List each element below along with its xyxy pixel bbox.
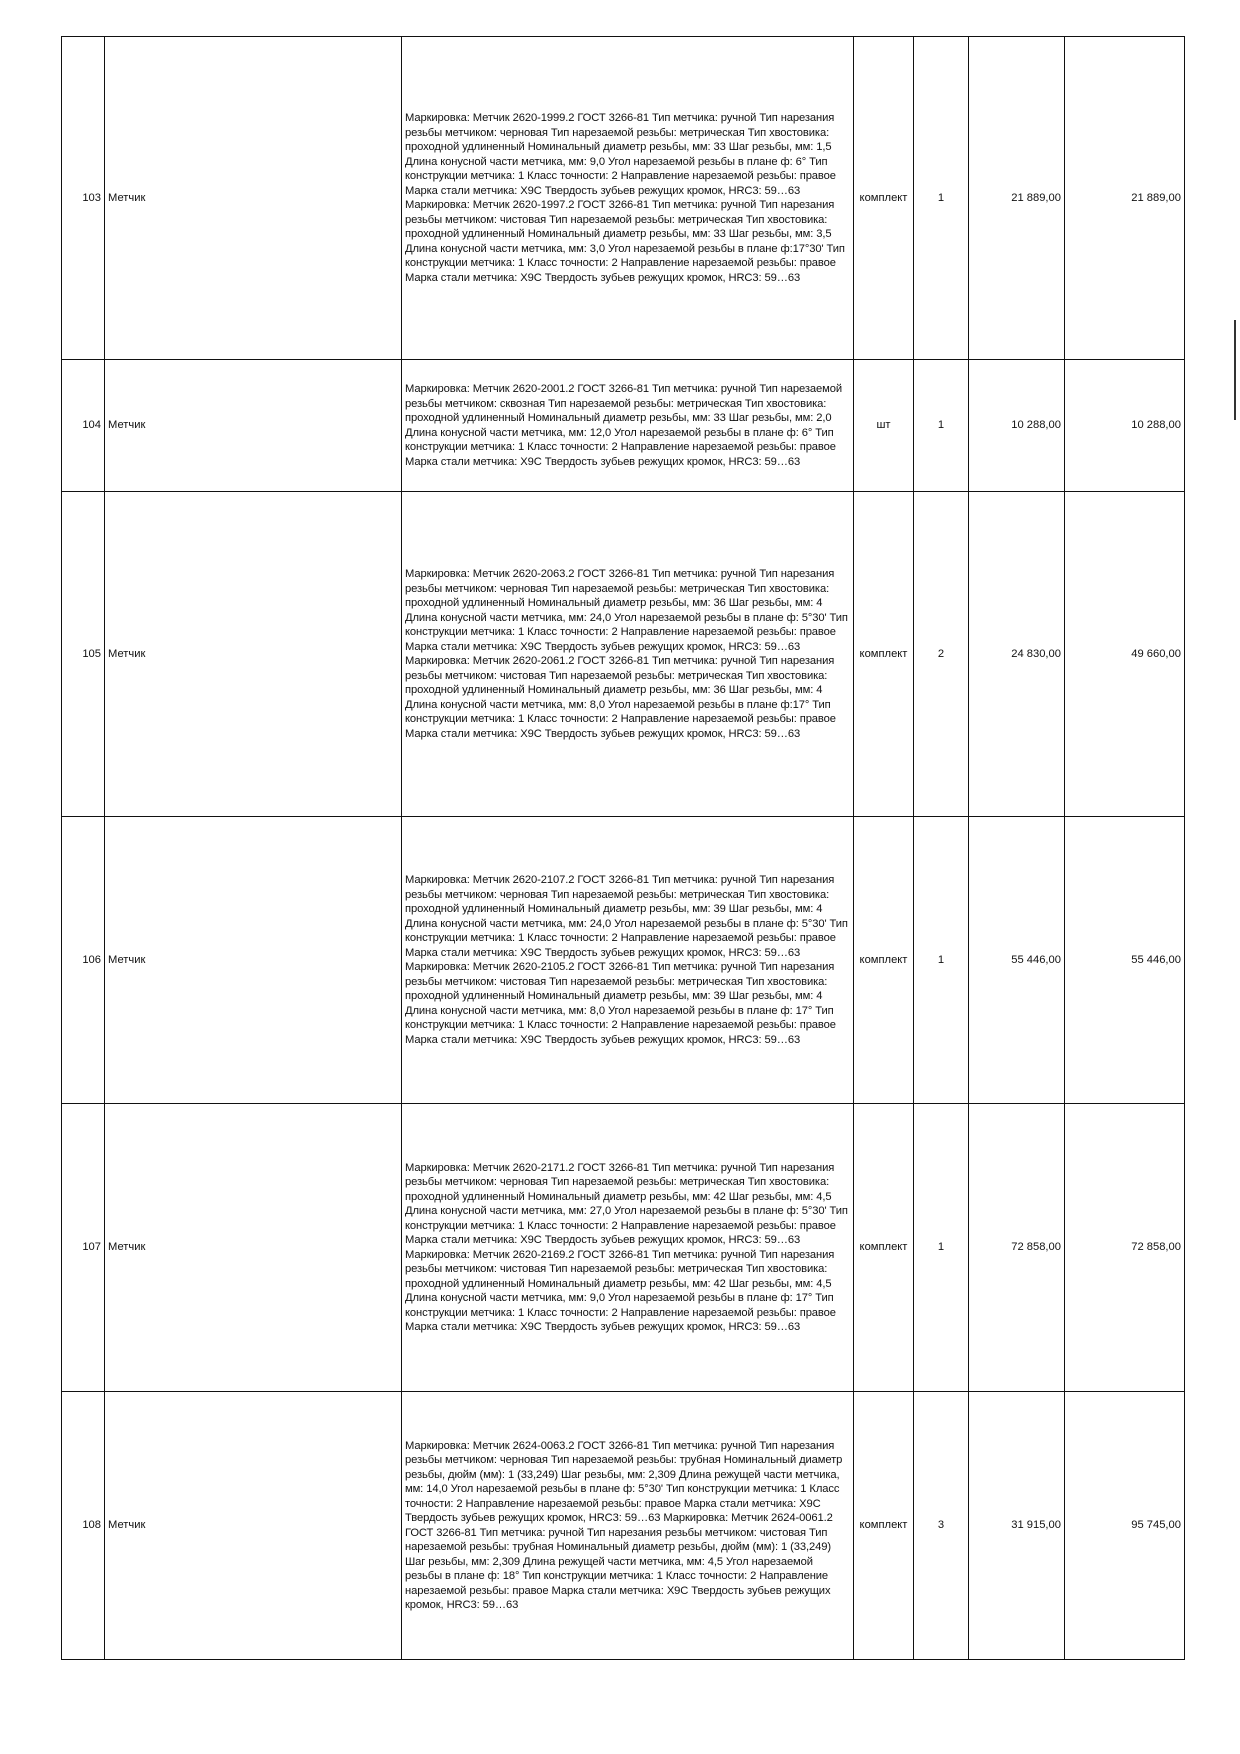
item-description: Маркировка: Метчик 2620-2171.2 ГОСТ 3266-81 Тип метчика: ручной Тип нарезания резьбы метчиком: черновая Тип нарезаемой резьбы: метрическая Тип хвостовика: проходной удлиненный Номинальный диаметр резьбы, мм: 42 Шаг резьбы, мм: 4,5 Длина конусной части метчика, мм: 27,0 Угол нарезаемой резьбы в плане ф: 5°30' Тип конструкции метчика: 1 Класс точности: 2 Направление нарезаемой резьбы: правое Марка стали метчика: Х9С Твердость зубьев режущих кромок, HRC3: 59…63 Маркировка: Метчик 2620-2169.2 ГОСТ 3266-81 Тип метчика: ручной Тип нарезания резьбы метчиком: чистовая Тип нарезаемой резьбы: метрическая Тип хвостовика: проходной удлиненный Номинальный диаметр резьбы, мм: 42 Шаг резьбы, мм: 4,5 Длина конусной части метчика, мм: 9,0 Угол нарезаемой резьбы в плане ф: 17° Тип конструкции метчика: 1 Класс точности: 2 Направление нарезаемой резьбы: правое Марка стали метчика: Х9С Твердость зубьев режущих кромок, HRC3: 59…63 (402, 1104, 854, 1392)
item-description: Маркировка: Метчик 2620-2063.2 ГОСТ 3266-81 Тип метчика: ручной Тип нарезания резьбы метчиком: черновая Тип нарезаемой резьбы: метрическая Тип хвостовика: проходной удлиненный Номинальный диаметр резьбы, мм: 36 Шаг резьбы, мм: 4 Длина конусной части метчика, мм: 24,0 Угол нарезаемой резьбы в плане ф: 5°30' Тип конструкции метчика: 1 Класс точности: 2 Направление нарезаемой резьбы: правое Марка стали метчика: Х9С Твердость зубьев режущих кромок, HRC3: 59…63 Маркировка: Метчик 2620-2061.2 ГОСТ 3266-81 Тип метчика: ручной Тип нарезания резьбы метчиком: чистовая Тип нарезаемой резьбы: метрическая Тип хвостовика: проходной удлиненный Номинальный диаметр резьбы, мм: 36 Шаг резьбы, мм: 4 Длина конусной части метчика, мм: 8,0 Угол нарезаемой резьбы в плане ф:17° Тип конструкции метчика: 1 Класс точности: 2 Направление нарезаемой резьбы: правое Марка стали метчика: Х9С Твердость зубьев режущих кромок, HRC3: 59…63 (402, 492, 854, 817)
item-description: Маркировка: Метчик 2624-0063.2 ГОСТ 3266-81 Тип метчика: ручной Тип нарезания резьбы метчиком: черновая Тип нарезаемой резьбы: трубная Номинальный диаметр резьбы, дюйм (мм): 1 (33,249) Шаг резьбы, мм: 2,309 Длина режущей части метчика, мм: 14,0 Угол нарезаемой резьбы в плане ф: 5°30' Тип конструкции метчика: 1 Класс точности: 2 Направление нарезаемой резьбы: правое Марка стали метчика: Х9С Твердость зубьев режущих кромок, HRC3: 59…63 Маркировка: Метчик 2624-0061.2 ГОСТ 3266-81 Тип метчика: ручной Тип нарезания резьбы метчиком: чистовая Тип нарезаемой резьбы: трубная Номинальный диаметр резьбы, дюйм (мм): 1 (33,249) Шаг резьбы, мм: 2,309 Длина режущей части метчика, мм: 4,5 Угол нарезаемой резьбы в плане ф: 18° Тип конструкции метчика: 1 Класс точности: 2 Направление нарезаемой резьбы: правое Марка стали метчика: Х9С Твердость зубьев режущих кромок, HRC3: 59…63 (402, 1392, 854, 1660)
item-price: 24 830,00 (969, 492, 1065, 817)
row-number: 103 (62, 37, 105, 360)
item-quantity: 1 (914, 1104, 969, 1392)
item-name: Метчик (105, 1392, 402, 1660)
item-unit: комплект (854, 1392, 914, 1660)
row-number: 104 (62, 360, 105, 492)
item-quantity: 1 (914, 360, 969, 492)
item-price: 10 288,00 (969, 360, 1065, 492)
item-total: 72 858,00 (1065, 1104, 1185, 1392)
item-name: Метчик (105, 360, 402, 492)
item-unit: комплект (854, 817, 914, 1104)
item-description: Маркировка: Метчик 2620-2001.2 ГОСТ 3266-81 Тип метчика: ручной Тип нарезаемой резьбы метчиком: сквозная Тип нарезаемой резьбы: метрическая Тип хвостовика: проходной удлиненный Номинальный диаметр резьбы, мм: 33 Шаг резьбы, мм: 2,0 Длина конусной части метчика, мм: 12,0 Угол нарезаемой резьбы в плане ф: 6° Тип конструкции метчика: 1 Класс точности: 2 Направление нарезаемой резьбы: правое Марка стали метчика: Х9С Твердость зубьев режущих кромок, HRC3: 59…63 (402, 360, 854, 492)
table-row-107 (62, 1104, 1185, 1392)
row-number: 105 (62, 492, 105, 817)
item-unit: комплект (854, 1104, 914, 1392)
item-unit: шт (854, 360, 914, 492)
item-price: 72 858,00 (969, 1104, 1065, 1392)
item-quantity: 1 (914, 817, 969, 1104)
item-total: 55 446,00 (1065, 817, 1185, 1104)
item-unit: комплект (854, 492, 914, 817)
item-price: 21 889,00 (969, 37, 1065, 360)
specification-table (61, 36, 1185, 1660)
table-row-106 (62, 817, 1185, 1104)
scan-edge-mark (1234, 320, 1236, 420)
table-row-108 (62, 1392, 1185, 1660)
row-number: 108 (62, 1392, 105, 1660)
item-name: Метчик (105, 37, 402, 360)
item-name: Метчик (105, 492, 402, 817)
item-quantity: 2 (914, 492, 969, 817)
item-total: 10 288,00 (1065, 360, 1185, 492)
item-price: 31 915,00 (969, 1392, 1065, 1660)
item-total: 49 660,00 (1065, 492, 1185, 817)
item-quantity: 3 (914, 1392, 969, 1660)
row-number: 107 (62, 1104, 105, 1392)
table-row-103 (62, 37, 1185, 360)
item-quantity: 1 (914, 37, 969, 360)
item-description: Маркировка: Метчик 2620-2107.2 ГОСТ 3266-81 Тип метчика: ручной Тип нарезания резьбы метчиком: черновая Тип нарезаемой резьбы: метрическая Тип хвостовика: проходной удлиненный Номинальный диаметр резьбы, мм: 39 Шаг резьбы, мм: 4 Длина конусной части метчика, мм: 24,0 Угол нарезаемой резьбы в плане ф: 5°30' Тип конструкции метчика: 1 Класс точности: 2 Направление нарезаемой резьбы: правое Марка стали метчика: Х9С Твердость зубьев режущих кромок, HRC3: 59…63 Маркировка: Метчик 2620-2105.2 ГОСТ 3266-81 Тип метчика: ручной Тип нарезания резьбы метчиком: чистовая Тип нарезаемой резьбы: метрическая Тип хвостовика: проходной удлиненный Номинальный диаметр резьбы, мм: 39 Шаг резьбы, мм: 4 Длина конусной части метчика, мм: 8,0 Угол нарезаемой резьбы в плане ф: 17° Тип конструкции метчика: 1 Класс точности: 2 Направление нарезаемой резьбы: правое Марка стали метчика: Х9С Твердость зубьев режущих кромок, HRC3: 59…63 (402, 817, 854, 1104)
item-name: Метчик (105, 817, 402, 1104)
table-row-105 (62, 492, 1185, 817)
item-price: 55 446,00 (969, 817, 1065, 1104)
row-number: 106 (62, 817, 105, 1104)
item-description: Маркировка: Метчик 2620-1999.2 ГОСТ 3266-81 Тип метчика: ручной Тип нарезания резьбы метчиком: черновая Тип нарезаемой резьбы: метрическая Тип хвостовика: проходной удлиненный Номинальный диаметр резьбы, мм: 33 Шаг резьбы, мм: 1,5 Длина конусной части метчика, мм: 9,0 Угол нарезаемой резьбы в плане ф: 6° Тип конструкции метчика: 1 Класс точности: 2 Направление нарезаемой резьбы: правое Марка стали метчика: Х9С Твердость зубьев режущих кромок, HRC3: 59…63 Маркировка: Метчик 2620-1997.2 ГОСТ 3266-81 Тип метчика: ручной Тип нарезания резьбы метчиком: чистовая Тип нарезаемой резьбы: метрическая Тип хвостовика: проходной удлиненный Номинальный диаметр резьбы, мм: 33 Шаг резьбы, мм: 3,5 Длина конусной части метчика, мм: 3,0 Угол нарезаемой резьбы в плане ф:17°30' Тип конструкции метчика: 1 Класс точности: 2 Направление нарезаемой резьбы: правое Марка стали метчика: Х9С Твердость зубьев режущих кромок, HRC3: 59…63 (402, 37, 854, 360)
item-unit: комплект (854, 37, 914, 360)
item-name: Метчик (105, 1104, 402, 1392)
item-total: 21 889,00 (1065, 37, 1185, 360)
item-total: 95 745,00 (1065, 1392, 1185, 1660)
table-row-104 (62, 360, 1185, 492)
